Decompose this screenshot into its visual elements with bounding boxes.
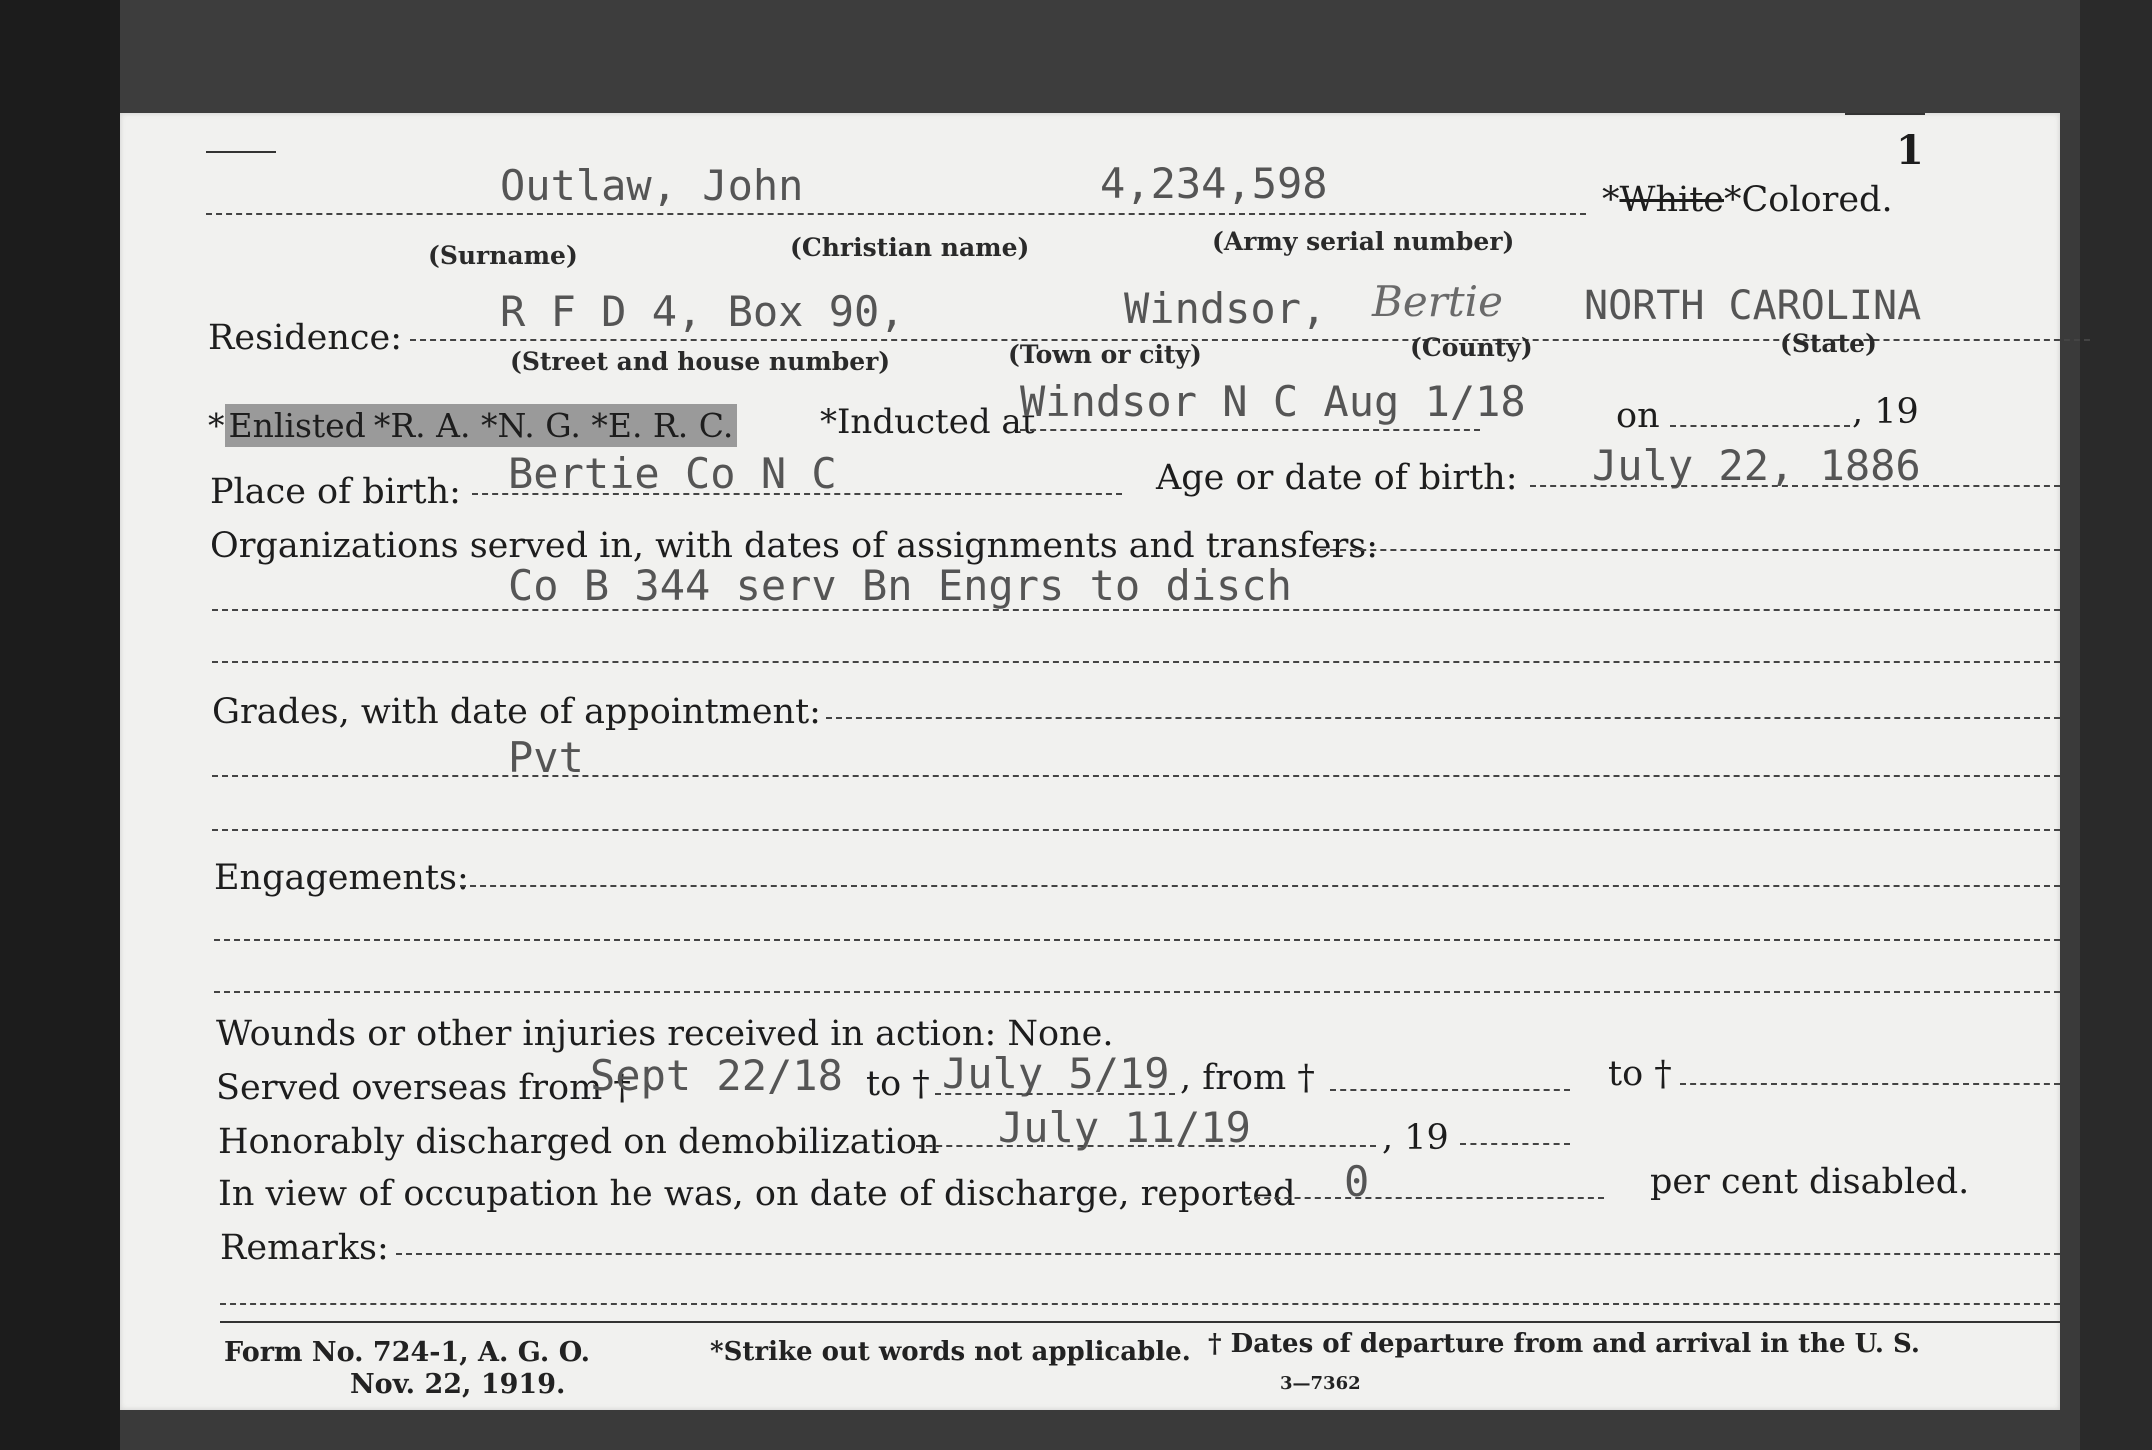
card-number: 1: [1896, 127, 1924, 174]
service-record-card: [120, 113, 2060, 1410]
on-label: on: [1616, 396, 1660, 436]
enlisted-highlighted: Enlisted: [225, 404, 370, 447]
overseas-to-value: July 5/19: [942, 1049, 1170, 1098]
residence-county-value: Bertie: [1372, 277, 1503, 326]
age-label: Age or date of birth:: [1156, 458, 1518, 498]
enlist-star: *: [208, 406, 225, 445]
form-number: Form No. 724-1, A. G. O.: [224, 1337, 591, 1368]
birthplace-label: Place of birth:: [210, 472, 461, 512]
grades-line-2: [212, 775, 2060, 777]
grades-label: Grades, with date of appointment:: [212, 692, 821, 732]
remarks-line-1: [396, 1253, 2060, 1255]
disabled-suffix: per cent disabled.: [1650, 1162, 1970, 1202]
surname-name-value: Outlaw, John: [500, 161, 804, 210]
discharge-value: July 11/19: [998, 1103, 1251, 1152]
disabled-value: 0: [1344, 1157, 1370, 1206]
overseas-from2-label: , from †: [1180, 1058, 1315, 1098]
discharge-line: [916, 1145, 1376, 1147]
discharge-label: Honorably discharged on demobilization: [218, 1122, 940, 1162]
grades-line-1: [826, 717, 2060, 719]
grades-line-3: [212, 829, 2060, 831]
overseas-label: Served overseas from †: [216, 1068, 631, 1108]
year-19-inducted: , 19: [1852, 392, 1919, 432]
print-code: 3—7362: [1280, 1373, 1361, 1394]
overseas-to2-label: to †: [1608, 1054, 1672, 1094]
birthplace-value: Bertie Co N C: [508, 449, 837, 498]
race-white-struck: White: [1619, 180, 1724, 220]
caption-street: (Street and house number): [510, 347, 891, 376]
scan-background-right: [2080, 0, 2152, 1450]
year-19-discharge: , 19: [1382, 1118, 1449, 1158]
residence-state-value: NORTH CAROLINA: [1584, 283, 1922, 329]
year-19-discharge-line: [1460, 1143, 1570, 1145]
engagements-label: Engagements:: [214, 858, 469, 898]
birthplace-line: [472, 493, 1122, 495]
grades-value: Pvt: [508, 733, 584, 782]
on-line: [1670, 425, 1850, 427]
card-number-rule: [1845, 113, 1925, 115]
organizations-line-3: [212, 661, 2060, 663]
race-colored: Colored.: [1741, 180, 1893, 220]
form-date: Nov. 22, 1919.: [350, 1369, 566, 1400]
engagements-line-3: [214, 991, 2060, 993]
overseas-to-line: [935, 1093, 1175, 1095]
disabled-line: [1244, 1197, 1604, 1199]
organizations-value: Co B 344 serv Bn Engrs to disch: [508, 561, 1292, 610]
caption-state: (State): [1780, 329, 1877, 358]
overseas-from-value: Sept 22/18: [590, 1051, 843, 1100]
enlist-options: *R. A. *N. G. *E. R. C.: [370, 404, 738, 447]
age-value: July 22, 1886: [1592, 441, 1921, 490]
residence-street-value: R F D 4, Box 90,: [500, 287, 905, 336]
caption-serial-number: (Army serial number): [1212, 227, 1515, 256]
residence-label: Residence:: [208, 318, 402, 358]
race-star-1: *: [1602, 180, 1620, 220]
race-star-2: *: [1724, 180, 1742, 220]
strike-note: *Strike out words not applicable.: [710, 1337, 1191, 1367]
inducted-line: [1020, 429, 1480, 431]
engagements-line-2: [214, 939, 2060, 941]
footer-rule: [220, 1321, 2060, 1323]
race-selection: [1602, 180, 1893, 220]
wounds-label: Wounds or other injuries received in action: None.: [216, 1014, 1114, 1054]
remarks-label: Remarks:: [220, 1228, 389, 1268]
name-line: [206, 213, 1586, 215]
caption-christian-name: (Christian name): [790, 233, 1030, 262]
scan-background-left: [0, 0, 120, 1450]
residence-town-value: Windsor,: [1124, 284, 1327, 333]
overseas-from2-line: [1330, 1089, 1570, 1091]
dates-note: † Dates of departure from and arrival in the U. S.: [1208, 1329, 1920, 1359]
inducted-value: Windsor N C Aug 1/18: [1020, 377, 1526, 426]
inducted-label: *Inducted at: [820, 402, 1036, 442]
enlistment-type: [208, 406, 737, 445]
serial-number-value: 4,234,598: [1100, 159, 1328, 208]
overseas-to-label: to †: [866, 1064, 930, 1104]
overseas-to2-line: [1680, 1083, 2060, 1085]
engagements-line-1: [460, 885, 2060, 887]
caption-county: (County): [1410, 333, 1533, 362]
caption-surname: (Surname): [428, 241, 578, 270]
disabled-label: In view of occupation he was, on date of discharge, reported: [218, 1174, 1296, 1214]
corner-rule: [206, 151, 276, 153]
organizations-line-1: [1320, 549, 2060, 551]
organizations-label: Organizations served in, with dates of assignments and transfers:: [210, 526, 1379, 566]
scan-background-top: [120, 0, 2152, 120]
organizations-line-2: [212, 609, 2060, 611]
caption-town: (Town or city): [1008, 340, 1202, 369]
remarks-line-2: [220, 1303, 2060, 1305]
age-line: [1530, 485, 2060, 487]
